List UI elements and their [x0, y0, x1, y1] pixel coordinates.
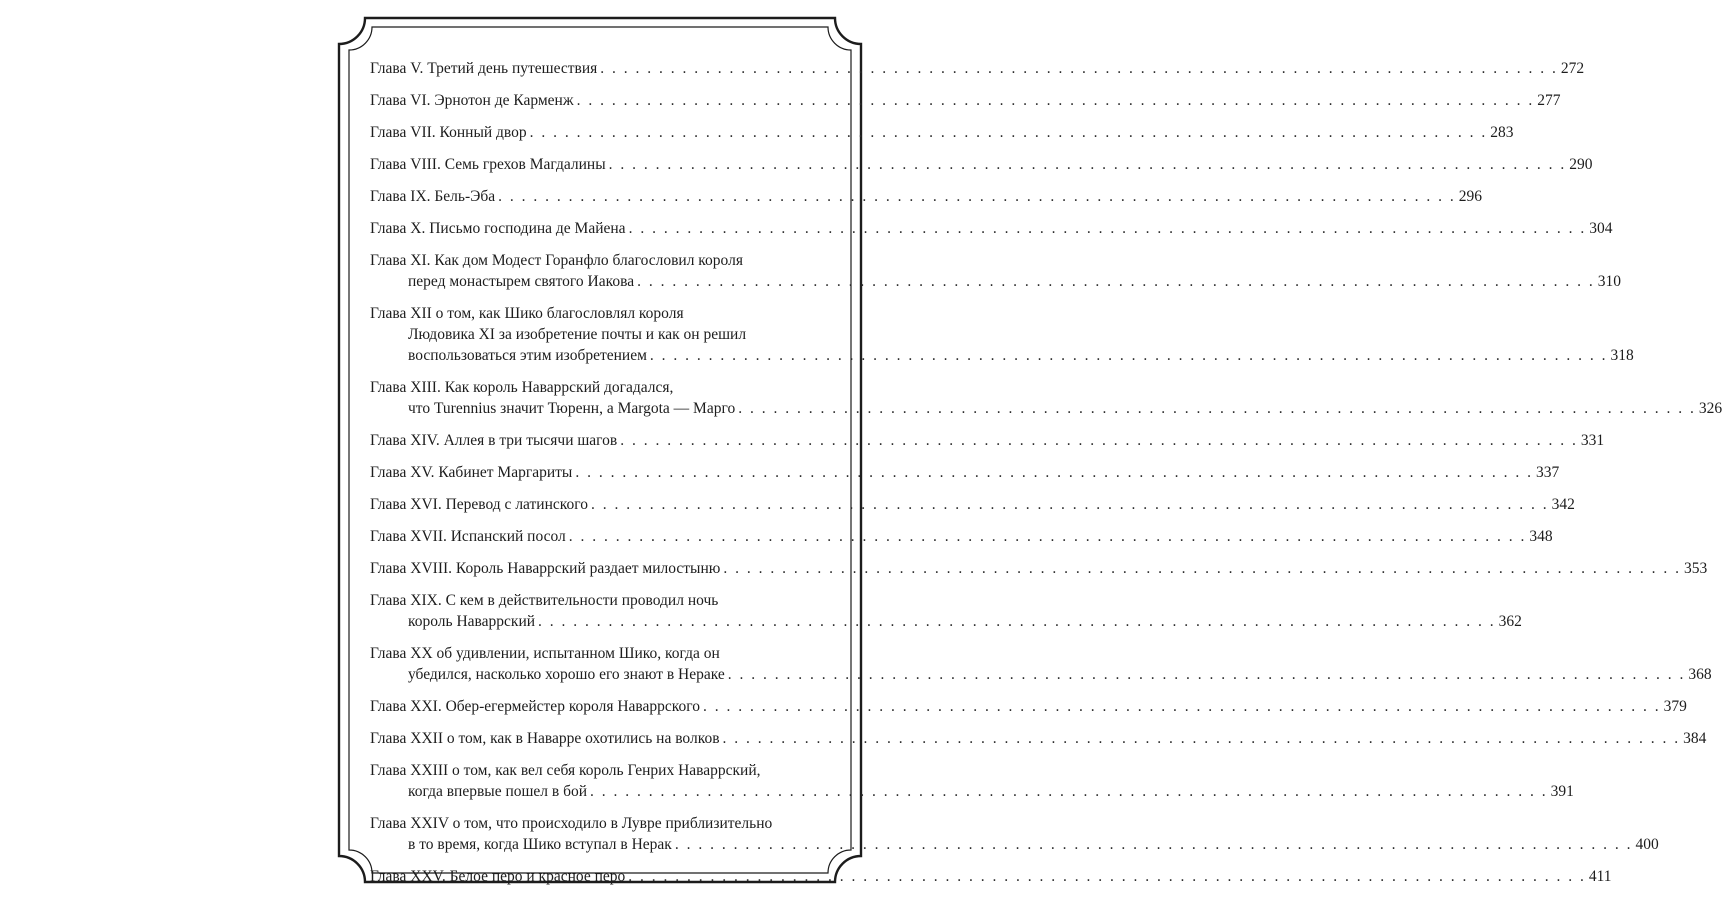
toc-entry: [370, 430, 1605, 451]
toc-entry-line: [370, 90, 1561, 111]
toc-entry-line: [370, 271, 1621, 292]
toc-entry-line: [370, 324, 810, 345]
toc-entry-line: [370, 590, 810, 611]
toc-page-number: 411: [1588, 868, 1612, 885]
toc-entry-line: [370, 345, 1634, 366]
dot-leader: . . . . . . . . . . . . . . . . . . . . . . . . . . . . . . . . . . . . . . . . . . . . . . . . . . . . . . . . . . . . . . . . . . . . . . . . . . . . . . . . . .: [600, 60, 1558, 77]
dot-leader: . . . . . . . . . . . . . . . . . . . . . . . . . . . . . . . . . . . . . . . . . . . . . . . . . . . . . . . . . . . . . . . . . . . . . . . . . . . . . . . . . .: [637, 273, 1595, 290]
toc-entry: [370, 590, 1522, 632]
toc-entry-title: король Наваррский: [408, 613, 536, 630]
toc-page-number: 290: [1569, 156, 1593, 173]
dot-leader: . . . . . . . . . . . . . . . . . . . . . . . . . . . . . . . . . . . . . . . . . . . . . . . . . . . . . . . . . . . . . . . . . . . . . . . . . . . . . . . . . .: [575, 464, 1533, 481]
toc-page-number: 379: [1663, 698, 1687, 715]
toc-page-number: 318: [1610, 347, 1634, 364]
toc-entry-title: Глава XI. Как дом Модест Горанфло благословил короля: [370, 252, 743, 269]
toc-page-number: 384: [1683, 730, 1707, 747]
toc-entry-title: Глава XXII о том, как в Наварре охотились на волков: [370, 730, 720, 747]
toc-page-number: 368: [1688, 666, 1712, 683]
toc-entry: [370, 696, 1687, 717]
toc-entry-title: Глава XII о том, как Шико благословлял короля: [370, 305, 684, 322]
toc-entry-line: [370, 813, 810, 834]
toc-entry-line: [370, 643, 810, 664]
toc-entry: [370, 58, 1585, 79]
toc-entry-title: Глава VIII. Семь грехов Магдалины: [370, 156, 606, 173]
toc-entry: [370, 377, 1722, 419]
toc-page-number: 337: [1535, 464, 1560, 481]
toc-entry: [370, 526, 1553, 547]
toc-entry-line: [370, 250, 810, 271]
toc-entry-title: что Turennius значит Тюренн, а Margota — Марго: [408, 400, 736, 417]
toc-entry: [370, 303, 1634, 366]
toc-page-number: 283: [1490, 124, 1514, 141]
toc-entry-line: [370, 664, 1712, 685]
table-of-contents: [370, 58, 1722, 898]
toc-page-number: 277: [1537, 92, 1561, 109]
toc-page-number: 348: [1529, 528, 1553, 545]
toc-entry: [370, 813, 1659, 855]
toc-page-number: 391: [1550, 783, 1574, 800]
dot-leader: . . . . . . . . . . . . . . . . . . . . . . . . . . . . . . . . . . . . . . . . . . . . . . . . . . . . . . . . . . . . . . . . . . . . . . . . . . . . . . . . . .: [723, 560, 1681, 577]
toc-entry-title: Глава XIV. Аллея в три тысячи шагов: [370, 432, 618, 449]
dot-leader: . . . . . . . . . . . . . . . . . . . . . . . . . . . . . . . . . . . . . . . . . . . . . . . . . . . . . . . . . . . . . . . . . . . . . . . . . . . . . . . . . .: [628, 868, 1586, 885]
toc-entry-line: [370, 728, 1707, 749]
toc-entry-line: [370, 122, 1514, 143]
dot-leader: . . . . . . . . . . . . . . . . . . . . . . . . . . . . . . . . . . . . . . . . . . . . . . . . . . . . . . . . . . . . . . . . . . . . . . . . . . . . . . . . . .: [649, 347, 1608, 364]
toc-page-number: 304: [1589, 220, 1613, 237]
toc-entry-title: Глава V. Третий день путешествия: [370, 60, 598, 77]
dot-leader: . . . . . . . . . . . . . . . . . . . . . . . . . . . . . . . . . . . . . . . . . . . . . . . . . . . . . . . . . . . . . . . . . . . . . . . . . . . . . . . . . .: [590, 496, 1549, 513]
toc-entry-line: [370, 377, 810, 398]
dot-leader: . . . . . . . . . . . . . . . . . . . . . . . . . . . . . . . . . . . . . . . . . . . . . . . . . . . . . . . . . . . . . . . . . . . . . . . . . . . . . . . . . .: [568, 528, 1527, 545]
toc-entry-line: [370, 781, 1574, 802]
toc-page-number: 362: [1498, 613, 1522, 630]
toc-entry-title: когда впервые пошел в бой: [408, 783, 588, 800]
dot-leader: . . . . . . . . . . . . . . . . . . . . . . . . . . . . . . . . . . . . . . . . . . . . . . . . . . . . . . . . . . . . . . . . . . . . . . . . . . . . . . . . . .: [608, 156, 1567, 173]
toc-entry-line: [370, 866, 1612, 887]
toc-entry: [370, 250, 1621, 292]
toc-entry-line: [370, 696, 1687, 717]
dot-leader: . . . . . . . . . . . . . . . . . . . . . . . . . . . . . . . . . . . . . . . . . . . . . . . . . . . . . . . . . . . . . . . . . . . . . . . . . . . . . . . . . .: [628, 220, 1587, 237]
dot-leader: . . . . . . . . . . . . . . . . . . . . . . . . . . . . . . . . . . . . . . . . . . . . . . . . . . . . . . . . . . . . . . . . . . . . . . . . . . . . . . . . . .: [538, 613, 1496, 630]
toc-page-number: 296: [1458, 188, 1483, 205]
toc-page-number: 353: [1683, 560, 1708, 577]
toc-entry-title: Глава XVI. Перевод с латинского: [370, 496, 588, 513]
toc-entry: [370, 462, 1560, 483]
toc-entry: [370, 866, 1612, 887]
dot-leader: . . . . . . . . . . . . . . . . . . . . . . . . . . . . . . . . . . . . . . . . . . . . . . . . . . . . . . . . . . . . . . . . . . . . . . . . . . . . . . . . . .: [529, 124, 1488, 141]
dot-leader: . . . . . . . . . . . . . . . . . . . . . . . . . . . . . . . . . . . . . . . . . . . . . . . . . . . . . . . . . . . . . . . . . . . . . . . . . . . . . . . . . .: [498, 188, 1456, 205]
toc-entry: [370, 122, 1514, 143]
toc-entry: [370, 218, 1613, 239]
dot-leader: . . . . . . . . . . . . . . . . . . . . . . . . . . . . . . . . . . . . . . . . . . . . . . . . . . . . . . . . . . . . . . . . . . . . . . . . . . . . . . . . . .: [703, 698, 1661, 715]
toc-entry-line: [370, 462, 1560, 483]
toc-entry-title: перед монастырем святого Иакова: [408, 273, 635, 290]
toc-entry: [370, 186, 1483, 207]
toc-entry-title: Глава IX. Бель-Эба: [370, 188, 496, 205]
toc-entry-line: [370, 834, 1659, 855]
toc-entry-title: Глава XX об удивлении, испытанном Шико, когда он: [370, 645, 720, 662]
dot-leader: . . . . . . . . . . . . . . . . . . . . . . . . . . . . . . . . . . . . . . . . . . . . . . . . . . . . . . . . . . . . . . . . . . . . . . . . . . . . . . . . . .: [738, 400, 1696, 417]
toc-entry: [370, 760, 1574, 802]
toc-entry: [370, 643, 1712, 685]
dot-leader: . . . . . . . . . . . . . . . . . . . . . . . . . . . . . . . . . . . . . . . . . . . . . . . . . . . . . . . . . . . . . . . . . . . . . . . . . . . . . . . . . .: [620, 432, 1578, 449]
toc-entry-title: Глава XXIV о том, что происходило в Лувре приблизительно: [370, 815, 773, 832]
toc-entry-line: [370, 398, 1722, 419]
dot-leader: . . . . . . . . . . . . . . . . . . . . . . . . . . . . . . . . . . . . . . . . . . . . . . . . . . . . . . . . . . . . . . . . . . . . . . . . . . . . . . . . . .: [674, 836, 1633, 853]
toc-page-number: 400: [1635, 836, 1659, 853]
toc-entry-title: Глава X. Письмо господина де Майена: [370, 220, 626, 237]
toc-entry: [370, 494, 1575, 515]
toc-entry-line: [370, 430, 1605, 451]
toc-entry-title: в то время, когда Шико вступал в Нерак: [408, 836, 672, 853]
toc-entry-line: [370, 154, 1593, 175]
dot-leader: . . . . . . . . . . . . . . . . . . . . . . . . . . . . . . . . . . . . . . . . . . . . . . . . . . . . . . . . . . . . . . . . . . . . . . . . . . . . . . . . . .: [722, 730, 1681, 747]
toc-page-number: 272: [1560, 60, 1585, 77]
toc-entry-title: Людовика XI за изобретение почты и как он решил: [408, 326, 747, 343]
toc-page-number: 310: [1597, 273, 1621, 290]
toc-entry-title: Глава VII. Конный двор: [370, 124, 527, 141]
toc-entry: [370, 558, 1708, 579]
toc-entry-title: Глава XVII. Испанский посол: [370, 528, 566, 545]
toc-entry-line: [370, 58, 1585, 79]
toc-entry-title: Глава XV. Кабинет Маргариты: [370, 464, 573, 481]
toc-entry-title: Глава VI. Эрнотон де Карменж: [370, 92, 574, 109]
toc-entry-line: [370, 558, 1708, 579]
dot-leader: . . . . . . . . . . . . . . . . . . . . . . . . . . . . . . . . . . . . . . . . . . . . . . . . . . . . . . . . . . . . . . . . . . . . . . . . . . . . . . . . . .: [727, 666, 1686, 683]
dot-leader: . . . . . . . . . . . . . . . . . . . . . . . . . . . . . . . . . . . . . . . . . . . . . . . . . . . . . . . . . . . . . . . . . . . . . . . . . . . . . . . . . .: [590, 783, 1548, 800]
toc-entry-title: Глава XIX. С кем в действительности проводил ночь: [370, 592, 719, 609]
toc-entry-title: Глава XVIII. Король Наваррский раздает милостыню: [370, 560, 721, 577]
toc-entry-line: [370, 218, 1613, 239]
toc-entry-title: Глава XXIII о том, как вел себя король Генрих Наваррский,: [370, 762, 761, 779]
toc-entry-line: [370, 303, 810, 324]
toc-entry-title: воспользоваться этим изобретением: [408, 347, 647, 364]
toc-entry: [370, 90, 1561, 111]
toc-entry: [370, 728, 1707, 749]
toc-entry: [370, 154, 1593, 175]
toc-entry-title: Глава XIII. Как король Наваррский догадался,: [370, 379, 674, 396]
toc-entry-line: [370, 760, 810, 781]
toc-page-number: 342: [1551, 496, 1575, 513]
toc-page-number: 326: [1698, 400, 1722, 417]
toc-entry-title: Глава XXV. Белое перо и красное перо: [370, 868, 626, 885]
dot-leader: . . . . . . . . . . . . . . . . . . . . . . . . . . . . . . . . . . . . . . . . . . . . . . . . . . . . . . . . . . . . . . . . . . . . . . . . . . . . . . . . . .: [576, 92, 1535, 109]
toc-page-number: 331: [1580, 432, 1605, 449]
toc-entry-line: [370, 186, 1483, 207]
toc-entry-line: [370, 611, 1522, 632]
toc-entry-title: Глава XXI. Обер-егермейстер короля Наваррского: [370, 698, 701, 715]
toc-entry-title: убедился, насколько хорошо его знают в Нераке: [408, 666, 725, 683]
toc-entry-line: [370, 494, 1575, 515]
toc-entry-line: [370, 526, 1553, 547]
